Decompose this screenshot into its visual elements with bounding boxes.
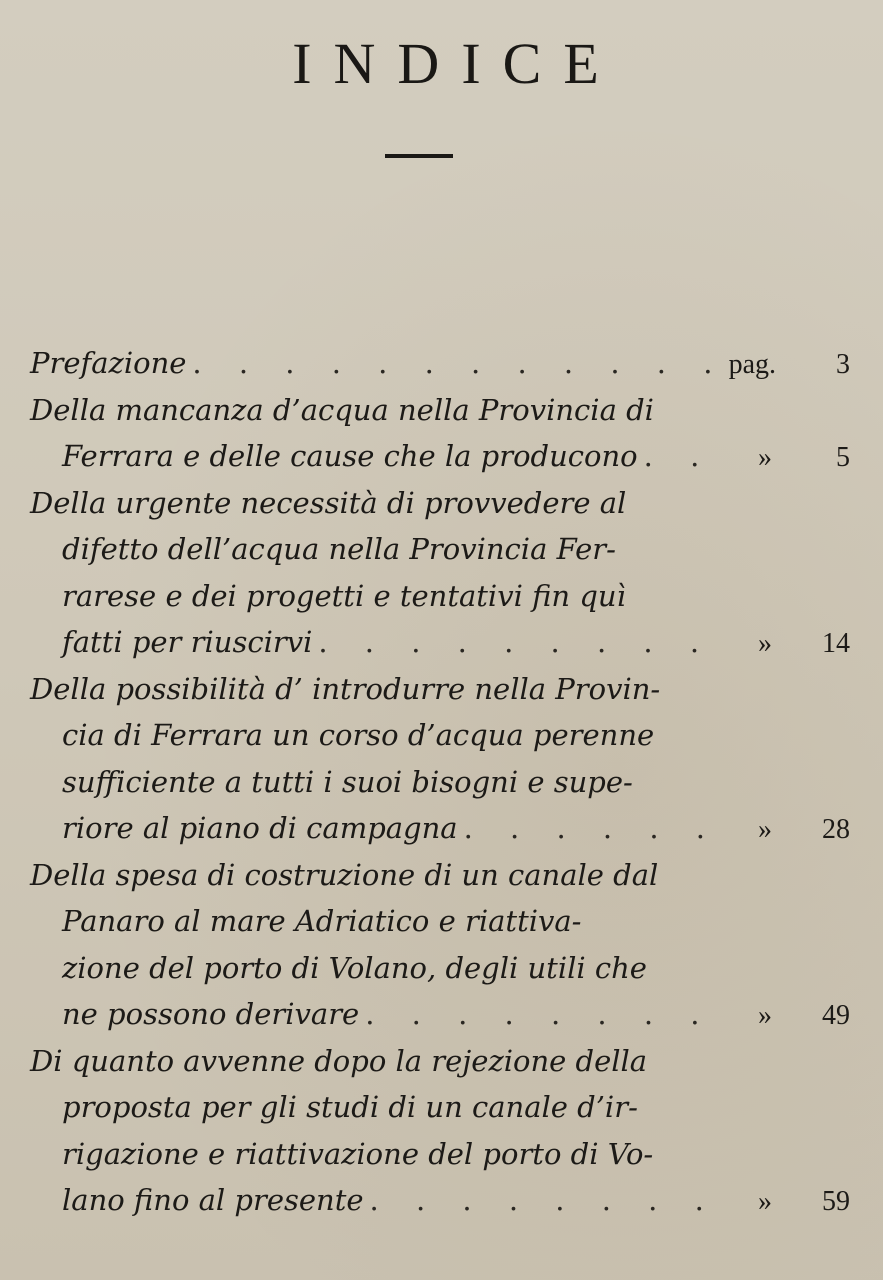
page-prefix: » [758,442,772,473]
toc-entry-text: Della mancanza d’acqua nella Provincia di [30,392,654,427]
toc-entry-text: Della urgente necessità di provvedere al [30,485,627,520]
page-number: 14 [822,628,850,659]
toc-entry-text: Della possibilità d’ introdurre nella Provin- [30,671,661,706]
page-number: 28 [822,814,850,845]
toc-entry-text: rigazione e riattivazione del porto di Vo- [62,1136,654,1171]
toc-entry-text: rarese e dei progetti e tentativi fin quì [62,578,626,613]
toc-entry-mancanza-acqua[interactable] [30,387,850,480]
title-rule [385,154,453,158]
page-prefix: » [758,1000,772,1031]
toc-entry-text: riore al piano di campagna [62,811,458,845]
toc-entry-text: ne possono derivare [62,997,360,1031]
toc-entry-spesa-costruzione[interactable] [30,852,850,1038]
toc-entry-urgente-necessita[interactable] [30,480,850,666]
leader-dots [458,805,710,852]
toc-entry-text: lano fino al presente [62,1183,364,1217]
toc-entry-text: difetto dell’acqua nella Provincia Fer- [62,532,616,566]
page-number: 5 [836,442,850,473]
leader-dots [364,1177,710,1224]
toc-entry-text: Prefazione [30,346,187,380]
page-prefix: » [758,1186,772,1217]
leader-dots [186,340,710,387]
page-title: INDICE [292,31,621,96]
toc-entry-text: cia di Ferrara un corso d’acqua perenne [62,718,655,752]
toc-entry-text: Ferrara e delle cause che la producono [62,439,638,473]
leader-dots [359,991,710,1038]
toc-entry-text: Della spesa di costruzione di un canale dal [30,857,659,892]
toc-entry-possibilita[interactable] [30,666,850,852]
toc-entry-text: proposta per gli studi di un canale d’ir- [62,1090,638,1124]
page-number: 59 [822,1186,850,1217]
page-number: 49 [822,1000,850,1031]
toc-entry-text: zione del porto di Volano, degli utili che [62,950,647,985]
page-prefix: pag. [728,349,776,380]
leader-dots [312,619,710,666]
toc-entry-prefazione[interactable] [30,340,850,387]
toc-entry-text: Panaro al mare Adriatico e riattiva- [62,904,582,938]
page-number: 3 [836,349,850,380]
page-prefix: » [758,814,772,845]
table-of-contents [30,340,850,1224]
leader-dots [638,433,710,480]
page-prefix: » [758,628,772,659]
toc-entry-text: sufficiente a tutti i suoi bisogni e supe- [62,764,633,799]
toc-entry-text: Di quanto avvenne dopo la rejezione della [30,1043,648,1078]
toc-entry-text: fatti per riuscirvi [62,625,313,659]
toc-entry-rejezione[interactable] [30,1038,850,1224]
